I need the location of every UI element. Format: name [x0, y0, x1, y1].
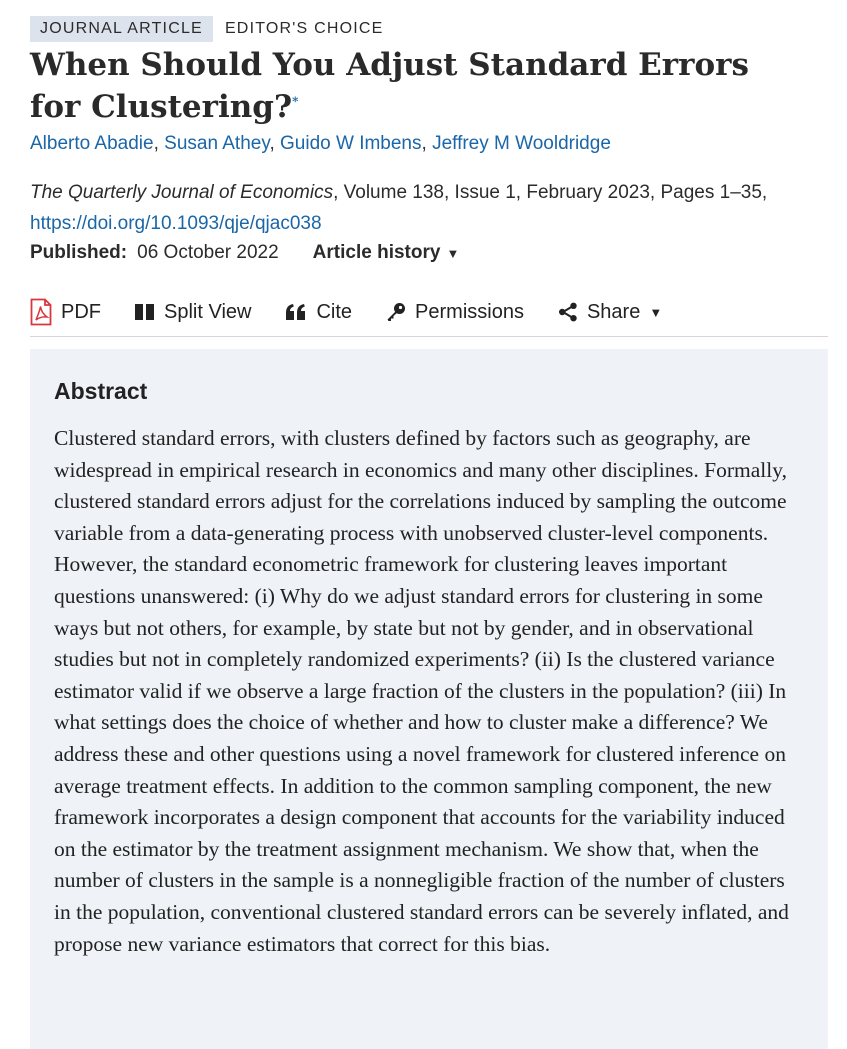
article-title: [30, 44, 810, 128]
share-button-label: Share: [586, 301, 641, 323]
abstract-heading: Abstract: [54, 378, 148, 404]
article-history-toggle[interactable]: [313, 240, 460, 266]
pdf-button-label: PDF: [61, 301, 101, 323]
article-type-badge[interactable]: JOURNAL ARTICLE: [30, 16, 213, 42]
key-icon: [386, 302, 406, 322]
author-link[interactable]: Alberto Abadie: [30, 133, 154, 154]
article-toolbar: [30, 296, 828, 337]
split-view-button[interactable]: [135, 296, 251, 328]
split-view-label: Split View: [164, 301, 252, 323]
title-footnote-link[interactable]: *: [292, 94, 299, 109]
cite-button-label: Cite: [316, 301, 353, 323]
split-view-icon: [135, 303, 155, 321]
pdf-button[interactable]: [30, 296, 101, 328]
citation-block: [30, 177, 820, 239]
article-history-label: Article history: [312, 242, 441, 263]
doi-link[interactable]: https://doi.org/10.1093/qje/qjac038: [30, 213, 322, 234]
caret-down-icon: ▼: [649, 304, 663, 320]
permissions-button-label: Permissions: [415, 301, 524, 323]
abstract-panel: [30, 349, 828, 1049]
author-link[interactable]: Jeffrey M Wooldridge: [432, 133, 611, 154]
article-badges: [30, 16, 384, 42]
publication-info: [30, 240, 459, 266]
share-icon: [558, 302, 578, 322]
citation-details: , Volume 138, Issue 1, February 2023, Pages 1–35,: [333, 182, 768, 203]
permissions-button[interactable]: [386, 296, 524, 328]
cite-button[interactable]: [285, 296, 352, 328]
pdf-icon: [30, 298, 52, 326]
abstract-text: Clustered standard errors, with clusters defined by factors such as geography, are widespread in empirical research in economics and many other disciplines. Formally, clustered standard errors adjust for the correlations induced by sampling the outcome variable from a data-generating process with unobserved cluster-level components. However, the standard econometric framework for clustering leaves important questions unanswered: (i) Why do we adjust standard errors for clustering in some ways but not others, for example, by state but not by gender, and in observational studies but not in completely randomized experiments? (ii) Is the clustered variance estimator valid if we observe a large fraction of the clusters in the population? (iii) In what settings does the choice of whether and how to cluster make a difference? We address these and other questions using a novel framework for clustered inference on average treatment effects. In addition to the common sampling component, the new framework incorporates a design component that accounts for the variability induced on the estimator by the treatment assignment mechanism. We show that, when the number of clusters in the sample is a nonnegligible fraction of the number of clusters in the population, conventional clustered standard errors can be severely inflated, and propose new variance estimators that correct for this bias.: [54, 426, 789, 956]
quote-icon: [285, 303, 307, 321]
published-label: Published:: [30, 242, 128, 263]
share-button[interactable]: [558, 296, 662, 328]
author-link[interactable]: Guido W Imbens: [280, 133, 422, 154]
author-link[interactable]: Susan Athey: [164, 133, 270, 154]
published-date: 06 October 2022: [137, 242, 279, 263]
journal-name: The Quarterly Journal of Economics: [30, 182, 334, 203]
caret-down-icon: ▼: [446, 245, 460, 261]
author-list: Alberto Abadie, Susan Athey, Guido W Imbens, Jeffrey M Wooldridge: [30, 133, 611, 154]
editors-choice-badge[interactable]: EDITOR'S CHOICE: [224, 20, 384, 37]
article-title-text: When Should You Adjust Standard Errors for Clustering?: [30, 47, 749, 125]
